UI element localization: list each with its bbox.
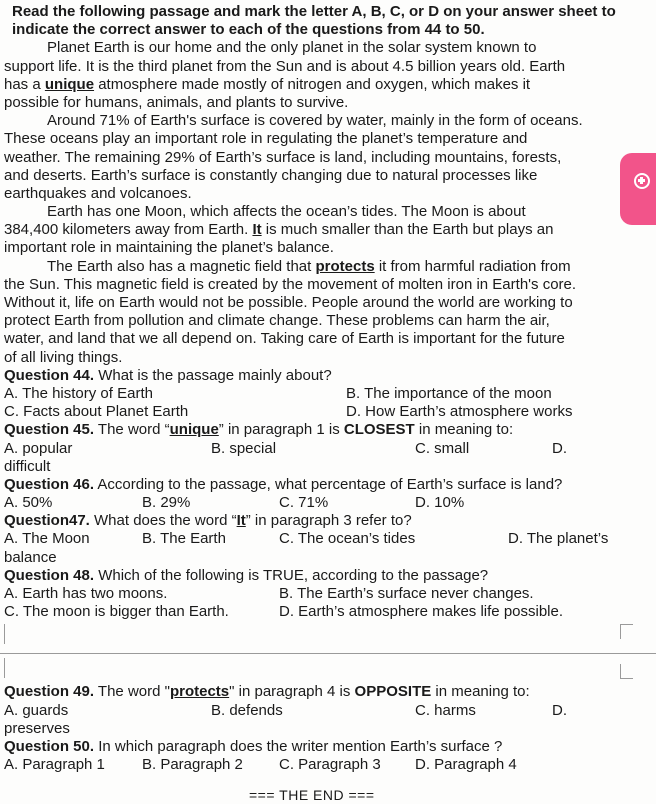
p1-line-2: support life. It is the third planet from the Sun and is about 4.5 billion years old. Earth xyxy=(4,57,566,75)
p4-line-4: protect Earth from pollution and climate change. These problems can harm the air, xyxy=(4,312,550,330)
floating-add-button[interactable] xyxy=(620,153,656,225)
q46-option-d[interactable]: D. 10% xyxy=(415,494,465,512)
p4-line-6: of all living things. xyxy=(4,348,123,366)
q44-option-d[interactable]: D. How Earth’s atmosphere works xyxy=(346,403,573,421)
word-it: It xyxy=(252,221,262,239)
q47-option-d[interactable]: D. The planet’s xyxy=(508,530,609,548)
crop-mark-bottom-right xyxy=(620,664,633,679)
q49-option-c[interactable]: C. harms xyxy=(415,701,476,719)
q47-option-d-text: balance xyxy=(4,548,57,566)
p4-line-3: Without it, life on Earth would not be possible. People around the world are working to xyxy=(4,294,573,311)
p2-line-5: earthquakes and volcanoes. xyxy=(4,184,192,202)
question-47: Question47. What does the word “It” in paragraph 3 refer to? xyxy=(4,512,412,530)
page-divider xyxy=(0,653,656,654)
end-marker: === THE END === xyxy=(249,787,375,803)
q44-options-row-2 xyxy=(4,403,630,421)
p2-line-3: weather. The remaining 29% of Earth’s surface is land, including mountains, forests, xyxy=(4,148,562,166)
q48-option-d[interactable]: D. Earth’s atmosphere makes life possible. xyxy=(279,603,564,621)
q45-option-b[interactable]: B. special xyxy=(211,439,277,457)
crop-mark-top-left xyxy=(3,624,5,644)
q45-options-row xyxy=(4,440,630,458)
p4-line-2: the Sun. This magnetic field is created by the movement of molten iron in Earth's core. xyxy=(4,275,577,293)
question-46: Question 46. According to the passage, what percentage of Earth’s surface is land? xyxy=(4,475,563,493)
question-45: Question 45. The word “unique” in paragraph 1 is CLOSEST in meaning to: xyxy=(4,421,514,439)
question-50: Question 50. In which paragraph does the writer mention Earth’s surface ? xyxy=(4,737,503,755)
p3-line-1: Earth has one Moon, which affects the ocean’s tides. The Moon is about xyxy=(47,203,526,221)
q49-options-row xyxy=(4,702,630,720)
p4-line-1: The Earth also has a magnetic field that protects it from harmful radiation from xyxy=(47,257,571,275)
p1-line-3: has a unique atmosphere made mostly of nitrogen and oxygen, which makes it xyxy=(4,75,531,93)
p4-line-5: water, and land that we all depend on. Taking care of Earth is important for the future xyxy=(4,330,565,348)
q49-option-a[interactable]: A. guards xyxy=(4,701,69,719)
plus-circle-icon xyxy=(634,173,650,189)
q44-option-c[interactable]: C. Facts about Planet Earth xyxy=(4,403,189,421)
q48-option-a[interactable]: A. Earth has two moons. xyxy=(4,585,168,602)
q49-option-b[interactable]: B. defends xyxy=(211,701,283,719)
q49-option-d[interactable]: D. xyxy=(552,701,567,719)
q45-option-d[interactable]: D. xyxy=(552,439,567,457)
q44-option-b[interactable]: B. The importance of the moon xyxy=(346,384,552,402)
q50-option-b[interactable]: B. Paragraph 2 xyxy=(142,756,243,774)
q45-option-a[interactable]: A. popular xyxy=(4,439,73,457)
crop-mark-bottom-left xyxy=(3,658,5,678)
q50-option-d[interactable]: D. Paragraph 4 xyxy=(415,756,517,774)
p3-line-2: 384,400 kilometers away from Earth. It is much smaller than the Earth but plays an xyxy=(4,221,554,239)
q44-options-row-1 xyxy=(4,385,630,403)
p2-line-1: Around 71% of Earth's surface is covered by water, mainly in the form of oceans. xyxy=(47,112,583,130)
q44-option-a[interactable]: A. The history of Earth xyxy=(4,384,153,402)
p2-line-2: These oceans play an important role in regulating the planet’s temperature and xyxy=(4,130,528,148)
instructions-line-2: indicate the correct answer to each of the questions from 44 to 50. xyxy=(12,21,485,39)
question-48: Question 48. Which of the following is TRUE, according to the passage? xyxy=(4,566,489,584)
q50-option-c[interactable]: C. Paragraph 3 xyxy=(279,756,381,774)
p2-line-4: and deserts. Earth’s surface is constantly changing due to natural processes like xyxy=(4,166,538,184)
q50-option-a[interactable]: A. Paragraph 1 xyxy=(4,756,105,774)
instructions-line-1: Read the following passage and mark the letter A, B, C, or D on your answer sheet to xyxy=(12,3,616,20)
q48-option-b[interactable]: B. The Earth’s surface never changes. xyxy=(279,585,534,602)
q50-options-row xyxy=(4,756,630,774)
q47-option-c[interactable]: C. The ocean’s tides xyxy=(279,530,416,548)
q48-options-row-1 xyxy=(4,585,630,603)
crop-mark-top-right xyxy=(620,624,633,639)
exam-document xyxy=(4,3,630,774)
q49-option-d-text: preserves xyxy=(4,719,70,737)
q48-options-row-2 xyxy=(4,603,630,621)
word-unique: unique xyxy=(44,75,95,93)
q46-option-c[interactable]: C. 71% xyxy=(279,494,329,512)
q46-options-row xyxy=(4,494,630,512)
q45-option-d-text: difficult xyxy=(4,457,51,475)
q47-options-row xyxy=(4,530,630,548)
q47-option-b[interactable]: B. The Earth xyxy=(142,530,226,548)
q45-option-c[interactable]: C. small xyxy=(415,439,470,457)
question-49: Question 49. The word "protects" in paragraph 4 is OPPOSITE in meaning to: xyxy=(4,683,530,701)
p3-line-3: important role in maintaining the planet’s balance. xyxy=(4,239,334,257)
q46-option-a[interactable]: A. 50% xyxy=(4,494,53,512)
q47-option-a[interactable]: A. The Moon xyxy=(4,530,90,548)
q46-option-b[interactable]: B. 29% xyxy=(142,494,191,512)
p1-line-4: possible for humans, animals, and plants to survive. xyxy=(4,93,349,111)
p1-line-1: Planet Earth is our home and the only planet in the solar system known to xyxy=(47,39,537,57)
word-protects: protects xyxy=(315,257,375,275)
q48-option-c[interactable]: C. The moon is bigger than Earth. xyxy=(4,603,229,621)
question-44: Question 44. What is the passage mainly about? xyxy=(4,366,332,384)
